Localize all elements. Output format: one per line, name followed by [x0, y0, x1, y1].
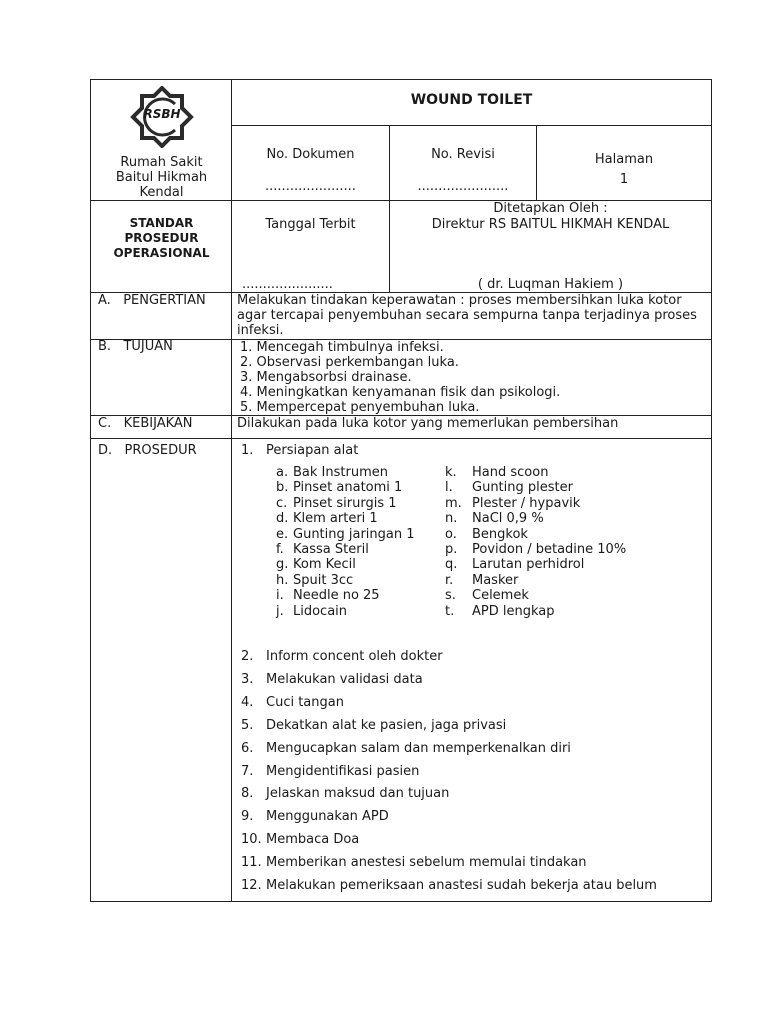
- tool-item: NaCl 0,9 %: [472, 511, 544, 527]
- tool-letter: f.: [276, 542, 284, 557]
- sop-label-line2: PROSEDUR: [124, 231, 199, 245]
- sop-label-line3: OPERASIONAL: [113, 246, 210, 260]
- set-by-title: Direktur RS BAITUL HIKMAH KENDAL: [431, 217, 670, 232]
- tool-letter: n.: [445, 511, 458, 527]
- step-text: Melakukan pemeriksaan anastesi sudah bekerja atau belum: [266, 878, 657, 893]
- step-number: 2.: [241, 649, 254, 664]
- tool-letter: t.: [445, 603, 455, 619]
- step-text: Melakukan validasi data: [266, 671, 423, 687]
- set-by-label: Ditetapkan Oleh :: [493, 201, 608, 216]
- tool-item: Spuit 3cc: [293, 572, 354, 588]
- step-number: 1.: [241, 443, 254, 458]
- tool-item: Bengkok: [472, 526, 528, 542]
- tool-item: Pinset sirurgis 1: [293, 495, 397, 511]
- tool-letter: o.: [445, 526, 457, 542]
- step-number: 12.: [241, 878, 262, 893]
- tool-item: Gunting plester: [472, 480, 573, 496]
- tool-item: Plester / hypavik: [472, 495, 581, 511]
- pengertian-line1: Melakukan tindakan keperawatan : proses membersihkan luka kotor: [237, 293, 682, 308]
- tool-item: Pinset anatomi 1: [293, 480, 403, 496]
- page-label: Halaman: [594, 152, 654, 167]
- issue-date-label: Tanggal Terbit: [265, 217, 356, 232]
- tool-letter: q.: [445, 557, 458, 573]
- tool-item: Hand scoon: [472, 465, 549, 480]
- issue-date-value: ......................: [242, 277, 333, 292]
- revision-value: ......................: [417, 179, 509, 194]
- tool-letter: s.: [445, 588, 456, 604]
- tool-item: Lidocain: [293, 603, 348, 619]
- tool-item: Needle no 25: [293, 588, 380, 604]
- step-text: Cuci tangan: [266, 694, 344, 710]
- tool-item: Bak Instrumen: [293, 465, 388, 480]
- tool-item: Gunting jaringan 1: [293, 526, 415, 542]
- tool-letter: i.: [276, 588, 284, 604]
- step-number: 6.: [241, 740, 254, 756]
- step-text: Dekatkan alat ke pasien, jaga privasi: [266, 717, 507, 733]
- page-value: 1: [619, 172, 629, 187]
- tool-item: Povidon / betadine 10%: [472, 542, 627, 557]
- step-number: 4.: [241, 694, 254, 710]
- tool-letter: l.: [445, 480, 453, 496]
- section-label-pengertian: A. PENGERTIAN: [98, 293, 206, 308]
- step-number: 8.: [241, 786, 254, 802]
- pengertian-line3: infeksi.: [237, 323, 284, 338]
- step-text: Memberikan anestesi sebelum memulai tindakan: [266, 855, 587, 871]
- step-number: 3.: [241, 671, 254, 687]
- tool-letter: c.: [276, 495, 288, 511]
- doc-no-label: No. Dokumen: [266, 147, 355, 162]
- kebijakan-text: Dilakukan pada luka kotor yang memerlukan pembersihan: [237, 416, 619, 431]
- tool-letter: b.: [276, 480, 289, 496]
- step-number: 9.: [241, 809, 254, 825]
- step-text: Mengidentifikasi pasien: [266, 763, 420, 779]
- tujuan-item: 2. Observasi perkembangan luka.: [240, 355, 459, 370]
- tool-letter: h.: [276, 572, 289, 588]
- step-text: Membaca Doa: [266, 832, 360, 848]
- pengertian-line2: agar tercapai penyembuhan secara sempurna tanpa terjadinya proses: [237, 308, 697, 323]
- page-title: WOUND TOILET: [410, 92, 533, 108]
- step-number: 10.: [241, 832, 262, 848]
- step-number: 11.: [241, 855, 262, 871]
- section-label-prosedur: D. PROSEDUR: [98, 443, 197, 458]
- tujuan-item: 1. Mencegah timbulnya infeksi.: [240, 340, 444, 355]
- tool-letter: p.: [445, 542, 458, 557]
- tool-item: Celemek: [472, 588, 529, 604]
- hospital-name-line2: Baitul Hikmah: [115, 170, 208, 185]
- tool-item: Masker: [472, 572, 519, 588]
- tool-letter: d.: [276, 511, 289, 527]
- tool-item: Kassa Steril: [293, 542, 369, 557]
- logo-text: RSBH: [143, 107, 181, 121]
- step-text: Jelaskan maksud dan tujuan: [266, 786, 450, 802]
- revision-label: No. Revisi: [431, 147, 495, 162]
- step-number: 5.: [241, 717, 254, 733]
- step-text: Persiapan alat: [266, 443, 359, 458]
- hospital-name-line3: Kendal: [139, 185, 184, 200]
- hospital-logo: [116, 86, 208, 148]
- hospital-name-line1: Rumah Sakit: [120, 155, 203, 170]
- tool-letter: g.: [276, 557, 289, 573]
- tool-letter: k.: [445, 465, 457, 480]
- tool-letter: r.: [445, 572, 454, 588]
- tool-item: Kom Kecil: [293, 557, 356, 573]
- doc-no-value: ......................: [265, 179, 356, 194]
- tool-item: Larutan perhidrol: [472, 557, 585, 573]
- step-text: Menggunakan APD: [266, 809, 389, 825]
- tool-item: Klem arteri 1: [293, 511, 378, 527]
- tujuan-item: 3. Mengabsorbsi drainase.: [240, 370, 412, 385]
- sop-label-line1: STANDAR: [129, 216, 194, 230]
- step-number: 7.: [241, 763, 254, 779]
- tool-letter: j.: [276, 603, 284, 619]
- tool-letter: a.: [276, 465, 289, 480]
- step-text: Mengucapkan salam dan memperkenalkan diri: [266, 740, 571, 756]
- tujuan-item: 5. Mempercepat penyembuhan luka.: [240, 400, 480, 415]
- signatory: ( dr. Luqman Hakiem ): [477, 277, 624, 292]
- tool-letter: m.: [445, 495, 462, 511]
- step-text: Inform concent oleh dokter: [266, 649, 443, 664]
- tool-letter: e.: [276, 526, 289, 542]
- tujuan-item: 4. Meningkatkan kenyamanan fisik dan psikologi.: [240, 385, 561, 400]
- section-label-tujuan: B. TUJUAN: [98, 339, 173, 354]
- section-label-kebijakan: C. KEBIJAKAN: [98, 416, 193, 431]
- tool-item: APD lengkap: [472, 603, 555, 619]
